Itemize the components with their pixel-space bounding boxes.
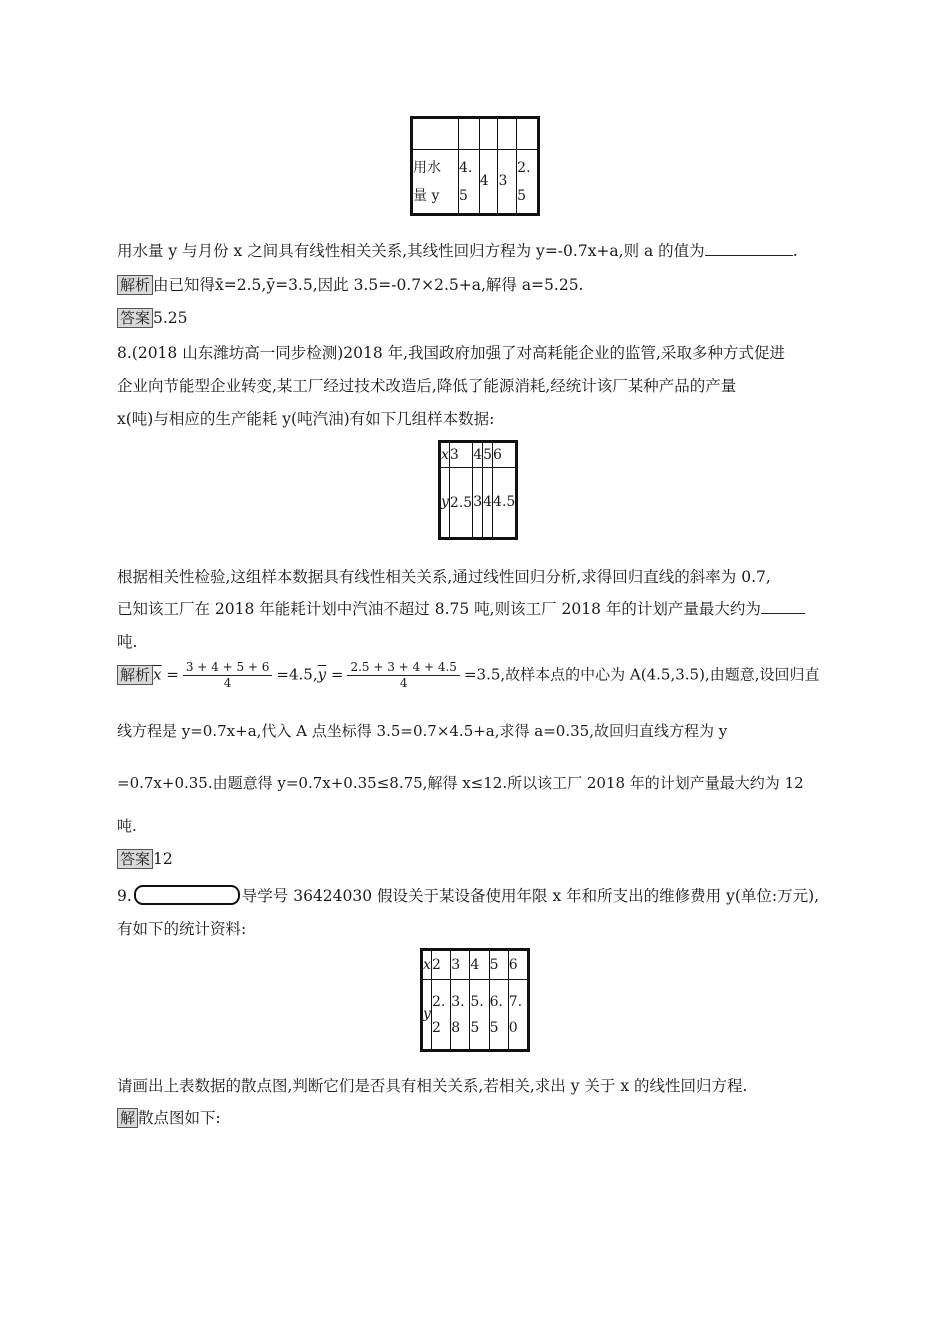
analysis-tag: 解析	[117, 275, 153, 295]
q8-analysis-line2: 线方程是 y=0.7x+a,代入 A 点坐标得 3.5=0.7×4.5+a,求得 a=0.35,故回归直线方程为 y	[117, 722, 728, 740]
answer-tag: 答案	[117, 308, 153, 328]
q8-answer: 答案 12	[117, 848, 173, 869]
q8-line1: 8.(2018 山东潍坊高一同步检测)2018 年,我国政府加强了对高耗能企业的监管,采取多种方式促进	[117, 344, 785, 362]
solution-tag: 解	[117, 1108, 138, 1128]
q8-line3: x(吨)与相应的生产能耗 y(吨汽油)有如下几组样本数据:	[117, 410, 495, 428]
table-cell: 2. 5	[517, 150, 539, 215]
table-cell: 4.5	[493, 468, 517, 539]
q8-line4: 根据相关性检验,这组样本数据具有线性相关关系,通过线性回归分析,求得回归直线的斜率为 0.7,	[117, 568, 771, 586]
table-cell: 3	[498, 150, 517, 215]
table-cell: 2	[432, 950, 451, 980]
table-cell: 7.0	[508, 980, 528, 1051]
table-cell: 4	[483, 468, 493, 539]
table-cell: 5.5	[470, 980, 489, 1051]
table-cell: 6	[508, 950, 528, 980]
table-cell: 5	[483, 442, 493, 468]
q8-line5: 已知该工厂在 2018 年能耗计划中汽油不超过 8.75 吨,则该工厂 2018 年的计划产量最大约为	[117, 597, 805, 619]
table-cell: 4. 5	[458, 150, 479, 215]
x-label: x	[440, 442, 450, 468]
answer-tag: 答案	[117, 849, 153, 869]
table-cell: 2.5	[449, 468, 472, 539]
q9-line3: 请画出上表数据的散点图,判断它们是否具有相关关系,若相关,求出 y 关于 x 的线性回归方程.	[117, 1077, 748, 1095]
q8-line6: 吨.	[117, 633, 138, 651]
table-cell: 5	[489, 950, 508, 980]
q8-line2: 企业向节能型企业转变,某工厂经过技术改造后,降低了能源消耗,经统计该厂某种产品的产量	[117, 377, 737, 395]
q9-line1: 9. 导学号 36424030 假设关于某设备使用年限 x 年和所支出的维修费用 y(单位:万元),	[117, 887, 820, 905]
q8-data-table	[438, 440, 518, 540]
water-usage-table	[410, 116, 540, 216]
y-label: y	[422, 980, 432, 1051]
table-cell: 4	[473, 442, 483, 468]
q8-analysis-line3: =0.7x+0.35.由题意得 y=0.7x+0.35≤8.75,解得 x≤12.所以该工厂 2018 年的计划产量最大约为 12	[117, 774, 804, 792]
table-cell: 3	[451, 950, 470, 980]
x-label: x	[422, 950, 432, 980]
fraction-x-mean: $\frac{3 + 4 + 5 + 6}{4}$	[183, 660, 273, 691]
table-cell: 3	[449, 442, 472, 468]
q7-analysis: 解析 由已知得x̄=2.5,ȳ=3.5,因此 3.5=-0.7×2.5+a,解得 a=5.25.	[117, 273, 583, 295]
y-label: y	[440, 468, 450, 539]
table-cell: 6	[493, 442, 517, 468]
fraction-y-mean: $\frac{2.5 + 3 + 4 + 4.5}{4}$	[347, 660, 460, 691]
table-cell: 3	[473, 468, 483, 539]
q8-analysis-line1: 解析 $\overline{x}$ = $\frac{3 + 4 + 5 + 6}{4}$ $=4.5,\overline{y}$ = $\frac{2.5 + 3 + 4 + 4.5}{4}$ =3.5,故样本点的中心为 A(4.5,3.5),由题意,设回归直	[117, 660, 819, 691]
analysis-tag: 解析	[117, 665, 153, 685]
table-cell: 4	[470, 950, 489, 980]
q7-question: 用水量 y 与月份 x 之间具有线性相关关系,其线性回归方程为 y=-0.7x+a,则 a 的值为 .	[117, 242, 798, 260]
table-cell: 3.8	[451, 980, 470, 1051]
row-label-water-usage: 用水 量 y	[412, 150, 459, 215]
table-cell: 2.2	[432, 980, 451, 1051]
q9-solution: 解 散点图如下:	[117, 1106, 221, 1128]
pill-badge-icon	[134, 885, 240, 905]
q8-analysis-line4: 吨.	[117, 817, 137, 835]
table-cell: 6.5	[489, 980, 508, 1051]
q9-line2: 有如下的统计资料:	[117, 920, 247, 938]
q7-answer: 答案 5.25	[117, 307, 188, 328]
q9-data-table	[420, 948, 530, 1052]
table-cell: 4	[479, 150, 498, 215]
